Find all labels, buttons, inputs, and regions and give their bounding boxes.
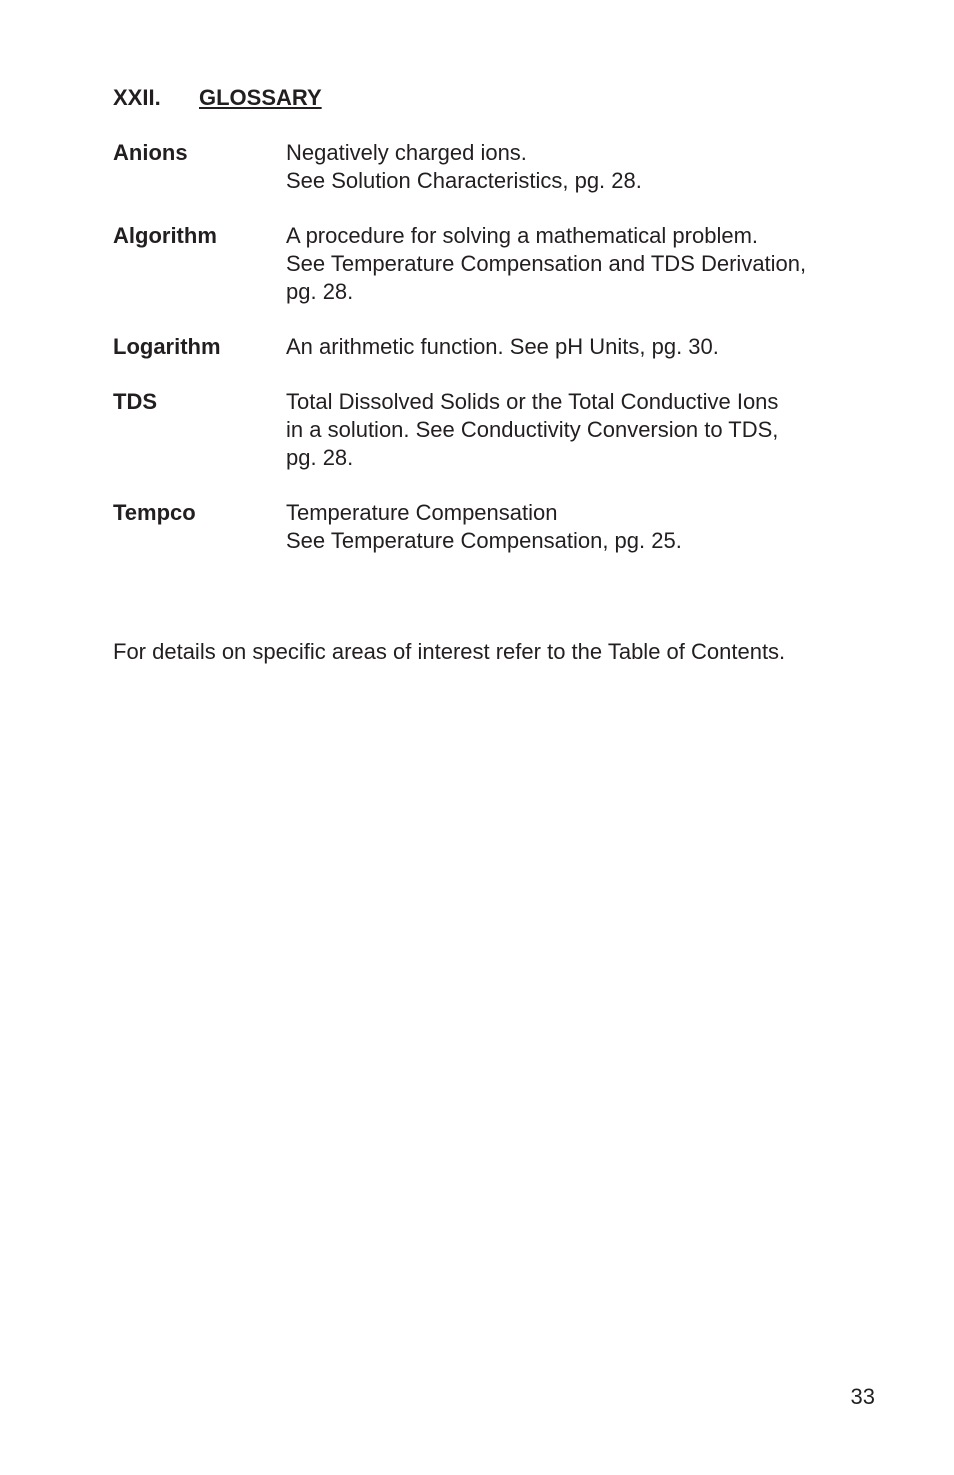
glossary-definition xyxy=(286,139,873,195)
glossary-term: TDS xyxy=(113,389,157,414)
definition-line: An arithmetic function. See pH Units, pg. 30. xyxy=(286,334,719,359)
definition-line: pg. 28. xyxy=(286,279,354,304)
glossary-term: Algorithm xyxy=(113,223,217,248)
footer-note: For details on specific areas of interest refer to the Table of Contents. xyxy=(113,639,786,664)
section-heading xyxy=(113,84,322,112)
glossary-definition xyxy=(286,499,873,555)
definition-line: A procedure for solving a mathematical problem. xyxy=(286,223,759,248)
glossary-entry-anions xyxy=(113,139,873,195)
definition-line: Negatively charged ions. xyxy=(286,140,527,165)
page-number: 33 xyxy=(850,1384,875,1409)
glossary-definition xyxy=(286,222,873,306)
glossary-term: Tempco xyxy=(113,500,196,525)
glossary-entry-logarithm xyxy=(113,333,873,361)
section-title: GLOSSARY xyxy=(199,85,322,110)
glossary-definition xyxy=(286,388,873,472)
glossary-term: Anions xyxy=(113,140,188,165)
glossary-list xyxy=(113,139,873,582)
definition-line: pg. 28. xyxy=(286,445,354,470)
glossary-entry-algorithm xyxy=(113,222,873,306)
definition-line: in a solution. See Conductivity Conversion to TDS, xyxy=(286,417,779,442)
definition-line: Total Dissolved Solids or the Total Conductive Ions xyxy=(286,389,779,414)
glossary-definition xyxy=(286,333,873,361)
section-number: XXII. xyxy=(113,85,161,110)
glossary-entry-tempco xyxy=(113,499,873,555)
definition-line: See Temperature Compensation and TDS Derivation, xyxy=(286,251,807,276)
definition-line: See Solution Characteristics, pg. 28. xyxy=(286,168,642,193)
definition-line: Temperature Compensation xyxy=(286,500,558,525)
glossary-term: Logarithm xyxy=(113,334,221,359)
definition-line: See Temperature Compensation, pg. 25. xyxy=(286,528,682,553)
glossary-entry-tds xyxy=(113,388,873,472)
